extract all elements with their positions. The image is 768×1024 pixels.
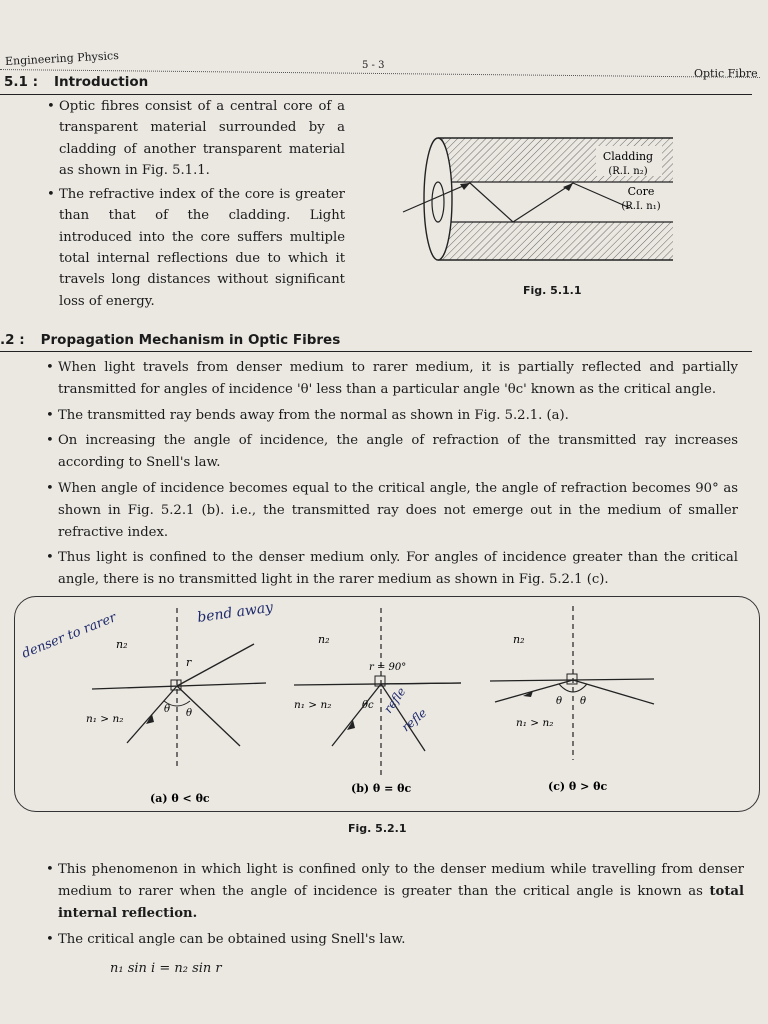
panel-c (490, 606, 654, 793)
panel-b (294, 608, 461, 795)
handwritten-note: refle (398, 705, 430, 735)
section-rule (0, 351, 752, 352)
tail-bullets (44, 859, 744, 951)
cladding-label: Cladding (602, 150, 654, 163)
n2-label: n₂ (513, 633, 525, 646)
figure-caption: Fig. 5.2.1 (348, 822, 407, 835)
bullet-item: • When light travels from denser medium to rarer medium, it is partially reflected and partially transmitted for angles of incidence 'θ' less than a particular angle 'θc' known as the critical angle. (44, 357, 738, 401)
page-number: 5 - 3 (362, 60, 385, 71)
bullet-item (44, 859, 744, 925)
section-heading-5-1 (4, 74, 148, 90)
caption-c: (c) θ > θc (548, 780, 608, 793)
r-label: r (186, 656, 192, 669)
intro-bullets (45, 96, 345, 312)
running-header-book: Engineering Physics (4, 49, 120, 68)
section-heading-5-2 (0, 332, 340, 348)
n2-label: n₂ (318, 633, 330, 646)
theta-c-label: θc (362, 700, 374, 711)
tir-term: total internal reflection. (58, 884, 744, 921)
section-rule (0, 94, 752, 95)
core-ri-label: (R.I. n₁) (621, 201, 661, 212)
theta-label: θ (580, 696, 587, 707)
n1-gt-n2-label: n₁ > n₂ (86, 713, 124, 725)
n1-gt-n2-label: n₁ > n₂ (516, 717, 554, 729)
section-number: .2 : (0, 332, 25, 348)
tir-definition-text: This phenomenon in which light is confined only to the denser medium while travelling from denser medium to rarer when the angle of incidence is greater than the critical angle is known as (58, 862, 744, 899)
panel-a (20, 599, 275, 805)
cladding-ri-label: (R.I. n₂) (608, 166, 648, 177)
section-title: Propagation Mechanism in Optic Fibres (40, 332, 341, 348)
refraction-figure (14, 596, 758, 810)
bullet-item: • Optic fibres consist of a central core of a transparent material surrounded by a cladding of another transparent material as shown in Fig. 5.1.1. (45, 96, 345, 181)
running-header-chapter: Optic Fibre (694, 67, 758, 80)
bullet-item: • Thus light is confined to the denser medium only. For angles of incidence greater than the critical angle, there is no transmitted light in the rarer medium as shown in Fig. 5.2.1 (c). (44, 547, 738, 591)
caption-a: (a) θ < θc (150, 792, 210, 805)
figure-caption: Fig. 5.1.1 (523, 284, 582, 297)
theta-label: θ (556, 696, 563, 707)
caption-b: (b) θ = θc (351, 782, 412, 795)
handwritten-note: bend away (196, 599, 275, 626)
n1-gt-n2-label: n₁ > n₂ (294, 699, 332, 711)
core-label: Core (627, 185, 655, 198)
bullet-item: • When angle of incidence becomes equal to the critical angle, the angle of refraction becomes 90° as shown in Fig. 5.2.1 (b). i.e., the transmitted ray does not emerge out in the medium of smaller refractive index. (44, 478, 738, 543)
bullet-item: • The critical angle can be obtained using Snell's law. (44, 929, 744, 951)
snells-law-formula: n₁ sin i = n₂ sin r (110, 961, 222, 976)
handwritten-note: refle (380, 684, 409, 716)
section-title: Introduction (54, 74, 149, 90)
handwritten-note: denser to rarer (19, 610, 119, 662)
bullet-item: • The refractive index of the core is greater than that of the cladding. Light introduced into the core suffers multiple total internal reflections due to which it travels long distances without significant loss of energy. (45, 184, 345, 312)
propagation-bullets (44, 357, 738, 595)
section-number: 5.1 : (4, 74, 39, 90)
bullet-item: • The transmitted ray bends away from the normal as shown in Fig. 5.2.1. (a). (44, 405, 738, 427)
theta-label: θ (164, 704, 171, 715)
bullet-item: • On increasing the angle of incidence, the angle of refraction of the transmitted ray increases according to Snell's law. (44, 430, 738, 474)
n2-label: n₂ (116, 638, 128, 651)
r90-label: r = 90° (369, 662, 407, 673)
theta-label: θ (186, 708, 193, 719)
optic-fibre-figure (398, 120, 688, 280)
